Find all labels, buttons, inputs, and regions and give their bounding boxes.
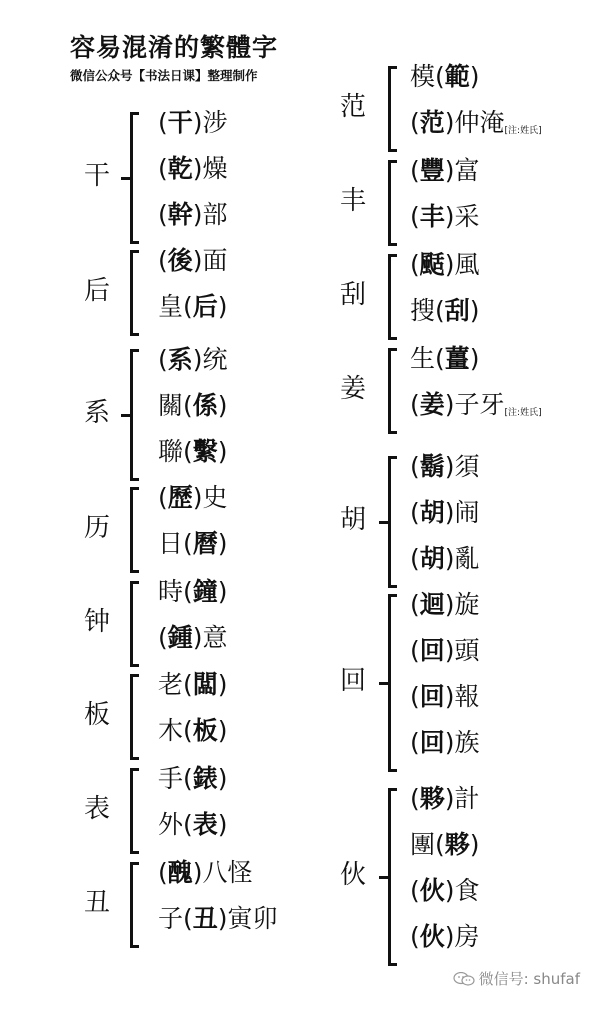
word-suffix: )風 — [444, 250, 480, 279]
simplified-char: 回 — [340, 666, 367, 696]
traditional-char: 回 — [419, 636, 445, 665]
traditional-word — [158, 858, 253, 888]
word-prefix: ( — [158, 108, 168, 137]
traditional-word — [410, 62, 480, 92]
word-prefix: ( — [410, 728, 420, 757]
bracket — [388, 66, 397, 152]
page-subtitle: 微信公众号【书法日课】整理制作 — [70, 68, 258, 83]
word-prefix: 木( — [158, 716, 193, 745]
word-prefix: ( — [410, 498, 420, 527]
simplified-char: 刮 — [340, 280, 367, 310]
simplified-char: 系 — [84, 398, 111, 428]
word-prefix: 外( — [158, 810, 193, 839]
traditional-char: 丰 — [419, 202, 445, 231]
traditional-char: 錶 — [192, 764, 218, 793]
watermark — [453, 968, 580, 989]
traditional-word — [158, 810, 228, 840]
word-suffix: )采 — [444, 202, 480, 231]
page-title: 容易混淆的繁體字 — [70, 33, 279, 62]
word-prefix: ( — [158, 154, 168, 183]
word-prefix: 關( — [158, 391, 193, 420]
word-suffix: ) — [217, 810, 228, 839]
word-suffix: )須 — [444, 452, 480, 481]
word-prefix: ( — [410, 922, 420, 951]
simplified-char: 姜 — [340, 374, 367, 404]
word-prefix: 老( — [158, 670, 193, 699]
word-suffix: ) — [217, 716, 228, 745]
simplified-char: 历 — [84, 513, 111, 543]
traditional-word — [158, 529, 228, 559]
word-suffix: )食 — [444, 876, 480, 905]
word-prefix: 團( — [410, 830, 445, 859]
traditional-word — [410, 682, 480, 712]
simplified-char: 丑 — [84, 888, 111, 918]
traditional-word — [158, 623, 228, 653]
traditional-char: 丑 — [192, 904, 218, 933]
word-suffix: ) — [217, 577, 228, 606]
bracket — [388, 160, 397, 246]
bracket — [130, 112, 139, 244]
word-prefix: ( — [158, 858, 168, 887]
traditional-char: 回 — [419, 682, 445, 711]
bracket — [388, 254, 397, 340]
traditional-char: 鍾 — [167, 623, 193, 652]
traditional-word — [158, 764, 228, 794]
traditional-char: 乾 — [167, 154, 193, 183]
word-suffix: )仲淹 — [444, 108, 505, 137]
simplified-char: 表 — [84, 794, 111, 824]
bracket — [130, 487, 139, 573]
traditional-char: 夥 — [444, 830, 470, 859]
traditional-char: 刮 — [444, 296, 470, 325]
word-prefix: 模( — [410, 62, 445, 91]
word-suffix: )旋 — [444, 590, 480, 619]
word-prefix: ( — [410, 544, 420, 573]
traditional-word — [158, 670, 228, 700]
simplified-char: 胡 — [340, 505, 367, 535]
word-prefix: ( — [158, 200, 168, 229]
word-suffix: )子牙 — [444, 390, 505, 419]
word-suffix: )寅卯 — [217, 904, 278, 933]
traditional-char: 干 — [167, 108, 193, 137]
traditional-word — [410, 876, 480, 906]
traditional-char: 係 — [192, 391, 218, 420]
word-prefix: ( — [410, 636, 420, 665]
traditional-char: 胡 — [419, 498, 445, 527]
bracket — [130, 250, 139, 336]
traditional-char: 系 — [167, 345, 193, 374]
word-suffix: )涉 — [192, 108, 228, 137]
word-suffix: ) — [469, 296, 480, 325]
simplified-char: 干 — [84, 161, 111, 191]
traditional-word — [410, 830, 480, 860]
traditional-word — [410, 452, 480, 482]
traditional-char: 夥 — [419, 784, 445, 813]
traditional-word — [158, 246, 228, 276]
traditional-word — [158, 345, 228, 375]
traditional-char: 豐 — [419, 156, 445, 185]
word-suffix: )部 — [192, 200, 228, 229]
word-suffix: )八怪 — [192, 858, 253, 887]
traditional-char: 繫 — [192, 437, 218, 466]
traditional-char: 幹 — [167, 200, 193, 229]
word-prefix: ( — [158, 483, 168, 512]
traditional-word — [410, 296, 480, 326]
traditional-char: 歷 — [167, 483, 193, 512]
word-prefix: ( — [158, 345, 168, 374]
traditional-char: 表 — [192, 810, 218, 839]
word-prefix: ( — [410, 156, 420, 185]
traditional-char: 迴 — [419, 590, 445, 619]
watermark-text: 微信号: shufaf — [478, 970, 580, 988]
traditional-char: 醜 — [167, 858, 193, 887]
word-prefix: 聯( — [158, 437, 193, 466]
traditional-word — [410, 202, 480, 232]
traditional-char: 薑 — [444, 344, 470, 373]
traditional-word — [158, 716, 228, 746]
simplified-char: 板 — [84, 700, 111, 730]
word-suffix: )统 — [192, 345, 228, 374]
traditional-char: 姜 — [419, 390, 445, 419]
word-prefix: ( — [410, 590, 420, 619]
word-prefix: ( — [410, 682, 420, 711]
simplified-char: 丰 — [340, 186, 367, 216]
word-suffix: ) — [469, 62, 480, 91]
simplified-char: 伙 — [340, 860, 367, 890]
word-prefix: 手( — [158, 764, 193, 793]
word-prefix: ( — [158, 246, 168, 275]
traditional-word — [410, 108, 542, 146]
word-suffix: ) — [217, 292, 228, 321]
word-prefix: ( — [410, 784, 420, 813]
word-suffix: )意 — [192, 623, 228, 652]
traditional-word — [158, 577, 228, 607]
bracket — [130, 349, 139, 481]
traditional-char: 胡 — [419, 544, 445, 573]
traditional-word — [158, 292, 228, 322]
word-prefix: 搜( — [410, 296, 445, 325]
traditional-word — [158, 483, 228, 513]
word-suffix: ) — [217, 529, 228, 558]
traditional-char: 範 — [444, 62, 470, 91]
traditional-word — [410, 544, 480, 574]
word-suffix: )頭 — [444, 636, 480, 665]
traditional-char: 鐘 — [192, 577, 218, 606]
traditional-word — [410, 636, 480, 666]
word-prefix: 生( — [410, 344, 445, 373]
word-suffix: )房 — [444, 922, 480, 951]
word-prefix: 皇( — [158, 292, 193, 321]
traditional-word — [158, 108, 228, 138]
word-prefix: ( — [158, 623, 168, 652]
bracket — [130, 581, 139, 667]
traditional-char: 伙 — [419, 922, 445, 951]
word-suffix: ) — [217, 391, 228, 420]
word-suffix: )面 — [192, 246, 228, 275]
traditional-char: 曆 — [192, 529, 218, 558]
note-label: [注:姓氏] — [504, 408, 542, 418]
word-prefix: ( — [410, 202, 420, 231]
traditional-char: 范 — [419, 108, 445, 137]
bracket — [388, 594, 397, 772]
word-suffix: )史 — [192, 483, 228, 512]
wechat-icon — [453, 972, 475, 986]
bracket — [388, 456, 397, 588]
traditional-char: 回 — [419, 728, 445, 757]
traditional-char: 後 — [167, 246, 193, 275]
traditional-word — [158, 200, 228, 230]
note-label: [注:姓氏] — [504, 126, 542, 136]
word-suffix: ) — [469, 344, 480, 373]
traditional-char: 后 — [192, 292, 218, 321]
word-suffix: )闹 — [444, 498, 480, 527]
traditional-word — [410, 922, 480, 952]
word-suffix: )亂 — [444, 544, 480, 573]
word-suffix: ) — [217, 437, 228, 466]
word-prefix: 時( — [158, 577, 193, 606]
bracket — [130, 674, 139, 760]
traditional-word — [158, 437, 228, 467]
bracket — [388, 788, 397, 966]
traditional-word — [410, 156, 480, 186]
traditional-word — [410, 728, 480, 758]
word-suffix: )族 — [444, 728, 480, 757]
traditional-char: 闆 — [192, 670, 218, 699]
word-suffix: )報 — [444, 682, 480, 711]
traditional-word — [158, 154, 228, 184]
word-prefix: ( — [410, 390, 420, 419]
word-suffix: )富 — [444, 156, 480, 185]
word-suffix: ) — [469, 830, 480, 859]
bracket — [130, 768, 139, 854]
word-prefix: ( — [410, 108, 420, 137]
traditional-word — [410, 784, 480, 814]
word-prefix: ( — [410, 250, 420, 279]
simplified-char: 范 — [340, 92, 367, 122]
simplified-char: 后 — [84, 276, 111, 306]
traditional-char: 鬍 — [419, 452, 445, 481]
word-suffix: ) — [217, 670, 228, 699]
word-prefix: ( — [410, 876, 420, 905]
word-prefix: 子( — [158, 904, 193, 933]
word-prefix: 日( — [158, 529, 193, 558]
traditional-word — [410, 390, 542, 428]
traditional-word — [158, 904, 278, 934]
traditional-char: 板 — [192, 716, 218, 745]
word-suffix: )燥 — [192, 154, 228, 183]
traditional-char: 伙 — [419, 876, 445, 905]
traditional-word — [410, 590, 480, 620]
bracket — [130, 862, 139, 948]
traditional-word — [410, 250, 480, 280]
word-prefix: ( — [410, 452, 420, 481]
traditional-word — [410, 498, 480, 528]
bracket — [388, 348, 397, 434]
word-suffix: ) — [217, 764, 228, 793]
word-suffix: )計 — [444, 784, 480, 813]
traditional-word — [158, 391, 228, 421]
simplified-char: 钟 — [84, 607, 111, 637]
traditional-word — [410, 344, 480, 374]
traditional-char: 颳 — [419, 250, 445, 279]
